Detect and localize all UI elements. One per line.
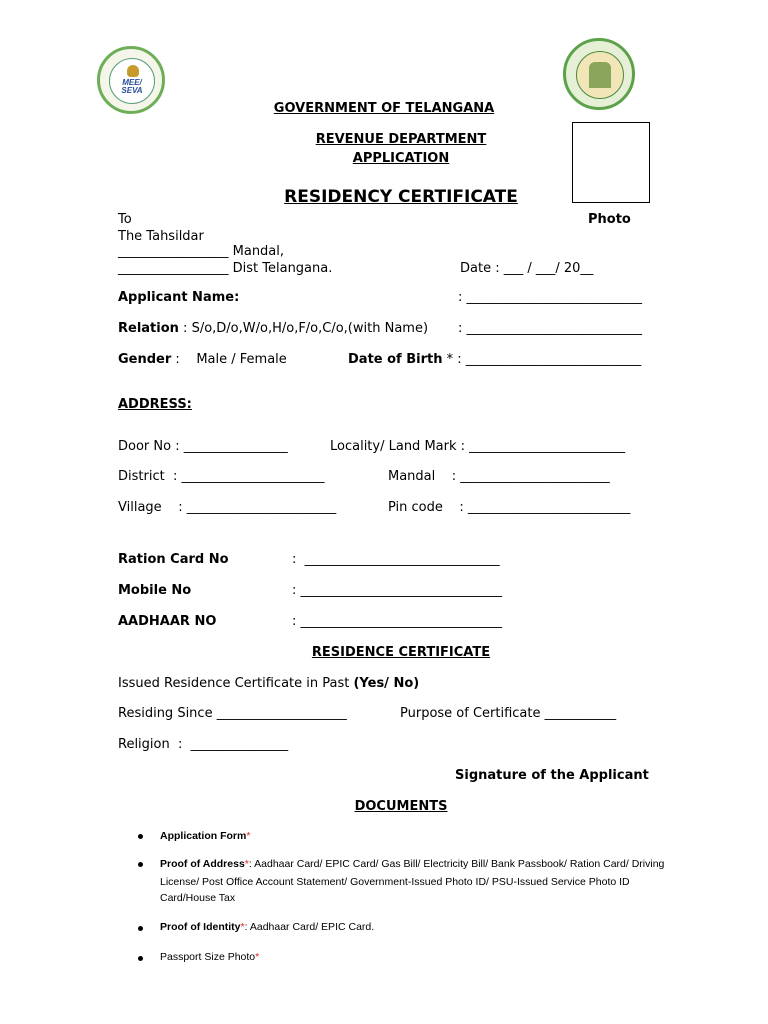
religion-field[interactable]: Religion : _______________ — [118, 737, 289, 752]
relation-label: Relation — [118, 321, 179, 336]
document-title: Passport Size Photo — [160, 951, 256, 963]
purpose-field[interactable]: Purpose of Certificate ___________ — [400, 706, 617, 721]
certificate-title: RESIDENCY CERTIFICATE — [284, 187, 518, 207]
document-description: : Aadhaar Card/ EPIC Card. — [244, 921, 375, 933]
document-description-line3: Card/House Tax — [160, 892, 236, 904]
dob-label: Date of Birth — [348, 352, 443, 367]
relation-options: : S/o,D/o,W/o,H/o,F/o,C/o,(with Name) — [178, 321, 429, 336]
document-description-line2: License/ Post Office Account Statement/ Government-Issued Photo ID/ PSU-Issued Service Photo ID — [160, 876, 630, 888]
document-title: Proof of Address — [160, 858, 245, 870]
ration-card-label: Ration Card No — [118, 552, 229, 567]
photo-box — [572, 122, 650, 203]
bullet-icon — [138, 926, 143, 931]
required-star: * — [240, 921, 245, 933]
address-heading: ADDRESS: — [118, 397, 192, 412]
pincode-field[interactable]: Pin code : _________________________ — [388, 500, 631, 515]
mee-seva-logo-text: MEE/ SEVA — [121, 78, 143, 95]
residence-heading: RESIDENCE CERTIFICATE — [311, 645, 491, 660]
relation-field[interactable]: : ___________________________ — [458, 321, 643, 336]
mee-seva-emblem — [109, 58, 155, 104]
document-title: Application Form — [160, 830, 247, 842]
aadhaar-field[interactable]: : _______________________________ — [292, 614, 503, 629]
gender-row — [118, 352, 287, 367]
gender-options[interactable]: : Male / Female — [171, 352, 287, 367]
door-no-field[interactable]: Door No : ________________ — [118, 439, 288, 454]
locality-field[interactable]: Locality/ Land Mark : ________________________ — [330, 439, 626, 454]
emblem-icon — [127, 65, 139, 77]
dob-row — [348, 352, 641, 367]
document-item — [160, 828, 250, 845]
date-field[interactable]: Date : ___ / ___/ 20__ — [460, 261, 594, 276]
mandal-line: _________________ Mandal, — [118, 244, 285, 259]
ration-card-field[interactable]: : ______________________________ — [292, 552, 500, 567]
bullet-icon — [138, 862, 143, 867]
mandal-field[interactable]: Mandal : _______________________ — [388, 469, 610, 484]
tahsildar-label: The Tahsildar — [118, 229, 204, 244]
required-star: * — [246, 830, 251, 842]
document-description: : Aadhaar Card/ EPIC Card/ Gas Bill/ Electricity Bill/ Bank Passbook/ Ration Card/ Driving — [248, 858, 665, 870]
documents-heading: DOCUMENTS — [354, 799, 448, 814]
document-item — [160, 949, 259, 966]
district-field[interactable]: District : ______________________ — [118, 469, 325, 484]
application-title: APPLICATION — [352, 151, 450, 166]
document-item — [160, 856, 664, 873]
department-title: REVENUE DEPARTMENT — [315, 132, 487, 147]
issued-past-label: Issued Residence Certificate in Past — [118, 676, 354, 691]
applicant-name-field[interactable]: : ___________________________ — [458, 290, 643, 305]
government-title: GOVERNMENT OF TELANGANA — [273, 101, 495, 116]
signature-label: Signature of the Applicant — [455, 768, 649, 783]
applicant-name-label: Applicant Name: — [118, 290, 240, 305]
document-item — [160, 919, 374, 936]
dob-field[interactable]: * : ___________________________ — [442, 352, 642, 367]
mobile-label: Mobile No — [118, 583, 192, 598]
bullet-icon — [138, 956, 143, 961]
aadhaar-label: AADHAAR NO — [118, 614, 217, 629]
required-star: * — [255, 951, 260, 963]
photo-label: Photo — [588, 212, 631, 227]
district-line: _________________ Dist Telangana. — [118, 261, 333, 276]
gender-label: Gender — [118, 352, 172, 367]
issued-past-options[interactable]: (Yes/ No) — [353, 676, 420, 691]
residing-since-field[interactable]: Residing Since ____________________ — [118, 706, 347, 721]
relation-row — [118, 321, 428, 336]
to-label: To — [118, 212, 132, 227]
document-title: Proof of Identity — [160, 921, 241, 933]
required-star: * — [244, 858, 249, 870]
kakatiya-gate-icon — [589, 62, 611, 88]
telangana-seal-inner — [576, 51, 624, 99]
telangana-seal-logo — [563, 38, 635, 110]
bullet-icon — [138, 834, 143, 839]
village-field[interactable]: Village : _______________________ — [118, 500, 337, 515]
issued-past-row — [118, 676, 419, 691]
mobile-field[interactable]: : _______________________________ — [292, 583, 503, 598]
